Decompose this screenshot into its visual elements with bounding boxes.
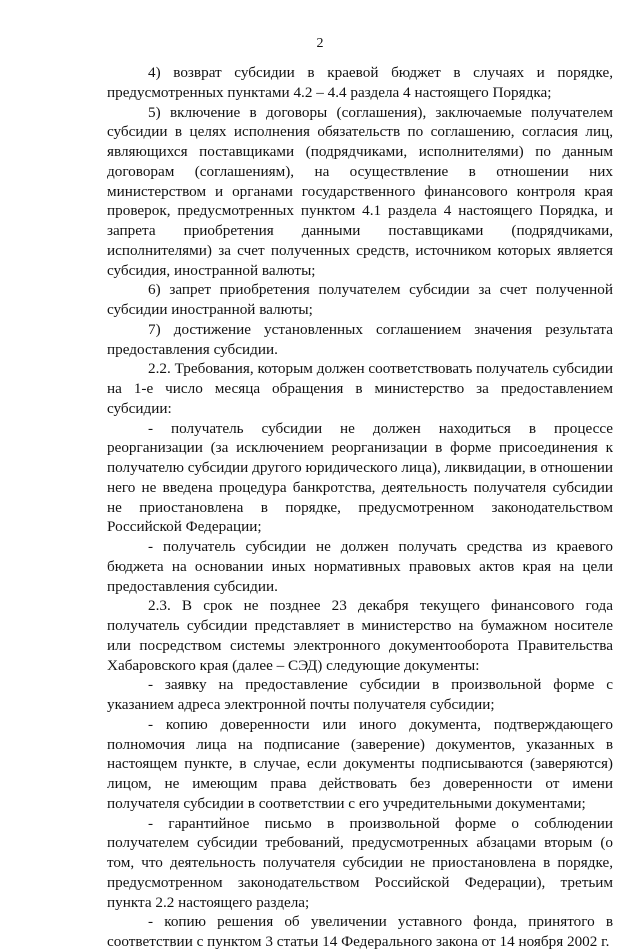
paragraph-doc-power-of-attorney: - копию доверенности или иного документа, подтверждающего полномочия лица на подписание (заверение) документов, указанных в настоящем пункте, в случае, если документы подписываются (заверяются) лицом, не имеющим права действовать без доверенности от имени получателя субсидии в соответствии с его учредительными документами;: [107, 715, 613, 812]
page-number: 2: [316, 36, 324, 51]
paragraph-doc-application: - заявку на предоставление субсидии в произвольной форме с указанием адреса электронной почты получателя субсидии;: [107, 676, 613, 713]
paragraph-item-4: 4) возврат субсидии в краевой бюджет в случаях и порядке, предусмотренных пунктами 4.2 – 4.4 раздела 4 настоящего Порядка;: [107, 64, 613, 101]
paragraph-item-5: 5) включение в договоры (соглашения), заключаемые получателем субсидии в целях исполнения обязательств по соглашению, согласия лиц, являющихся поставщиками (подрядчиками, исполнителями) по данным договорам (соглашениям), на осуществление в отношении них министерством и органами государственного финансового контроля края проверок, предусмотренных пунктом 4.1 раздела 4 настоящего Порядка, и запрета приобретения данными поставщиками (подрядчиками, исполнителями) за счет полученных средств, источником которых является субсидия, иностранной валюты;: [107, 103, 613, 279]
paragraph-requirement-reorganization: - получатель субсидии не должен находиться в процессе реорганизации (за исключением реорганизации в форме присоединения к получателю субсидии другого юридического лица), ликвидации, в отношении него не введена процедура банкротства, деятельность получателя субсидии не приостановлена в порядке, предусмотренном законодательством Российской Федерации;: [107, 419, 613, 536]
paragraph-doc-guarantee-letter: - гарантийное письмо в произвольной форме о соблюдении получателем субсидии требований, предусмотренных абзацами вторым (о том, что деятельность получателя субсидии не приостановлена в порядке, предусмотренном законодательством Российской Федерации), третьим пункта 2.2 настоящего раздела;: [107, 814, 613, 911]
paragraph-item-6: 6) запрет приобретения получателем субсидии за счет полученной субсидии иностранной валюты;: [107, 281, 613, 318]
paragraph-doc-capital-decision: - копию решения об увеличении уставного фонда, принятого в соответствии с пунктом 3 статьи 14 Федерального закона от 14 ноября 2002 г.: [107, 913, 613, 950]
paragraph-section-2-3: 2.3. В срок не позднее 23 декабря текущего финансового года получатель субсидии представляет в министерство на бумажном носителе или посредством системы электронного документооборота Правительства Хабаровского края (далее – СЭД) следующие документы:: [107, 597, 613, 674]
paragraph-item-7: 7) достижение установленных соглашением значения результата предоставления субсидии.: [107, 320, 613, 358]
paragraph-requirement-budget-funds: - получатель субсидии не должен получать средства из краевого бюджета на основании иных нормативных правовых актов края на цели предоставления субсидии.: [107, 538, 613, 595]
paragraph-section-2-2: 2.2. Требования, которым должен соответствовать получатель субсидии на 1-е число месяца обращения в министерство за предоставлением субсидии:: [107, 360, 613, 417]
document-body: [107, 63, 613, 952]
